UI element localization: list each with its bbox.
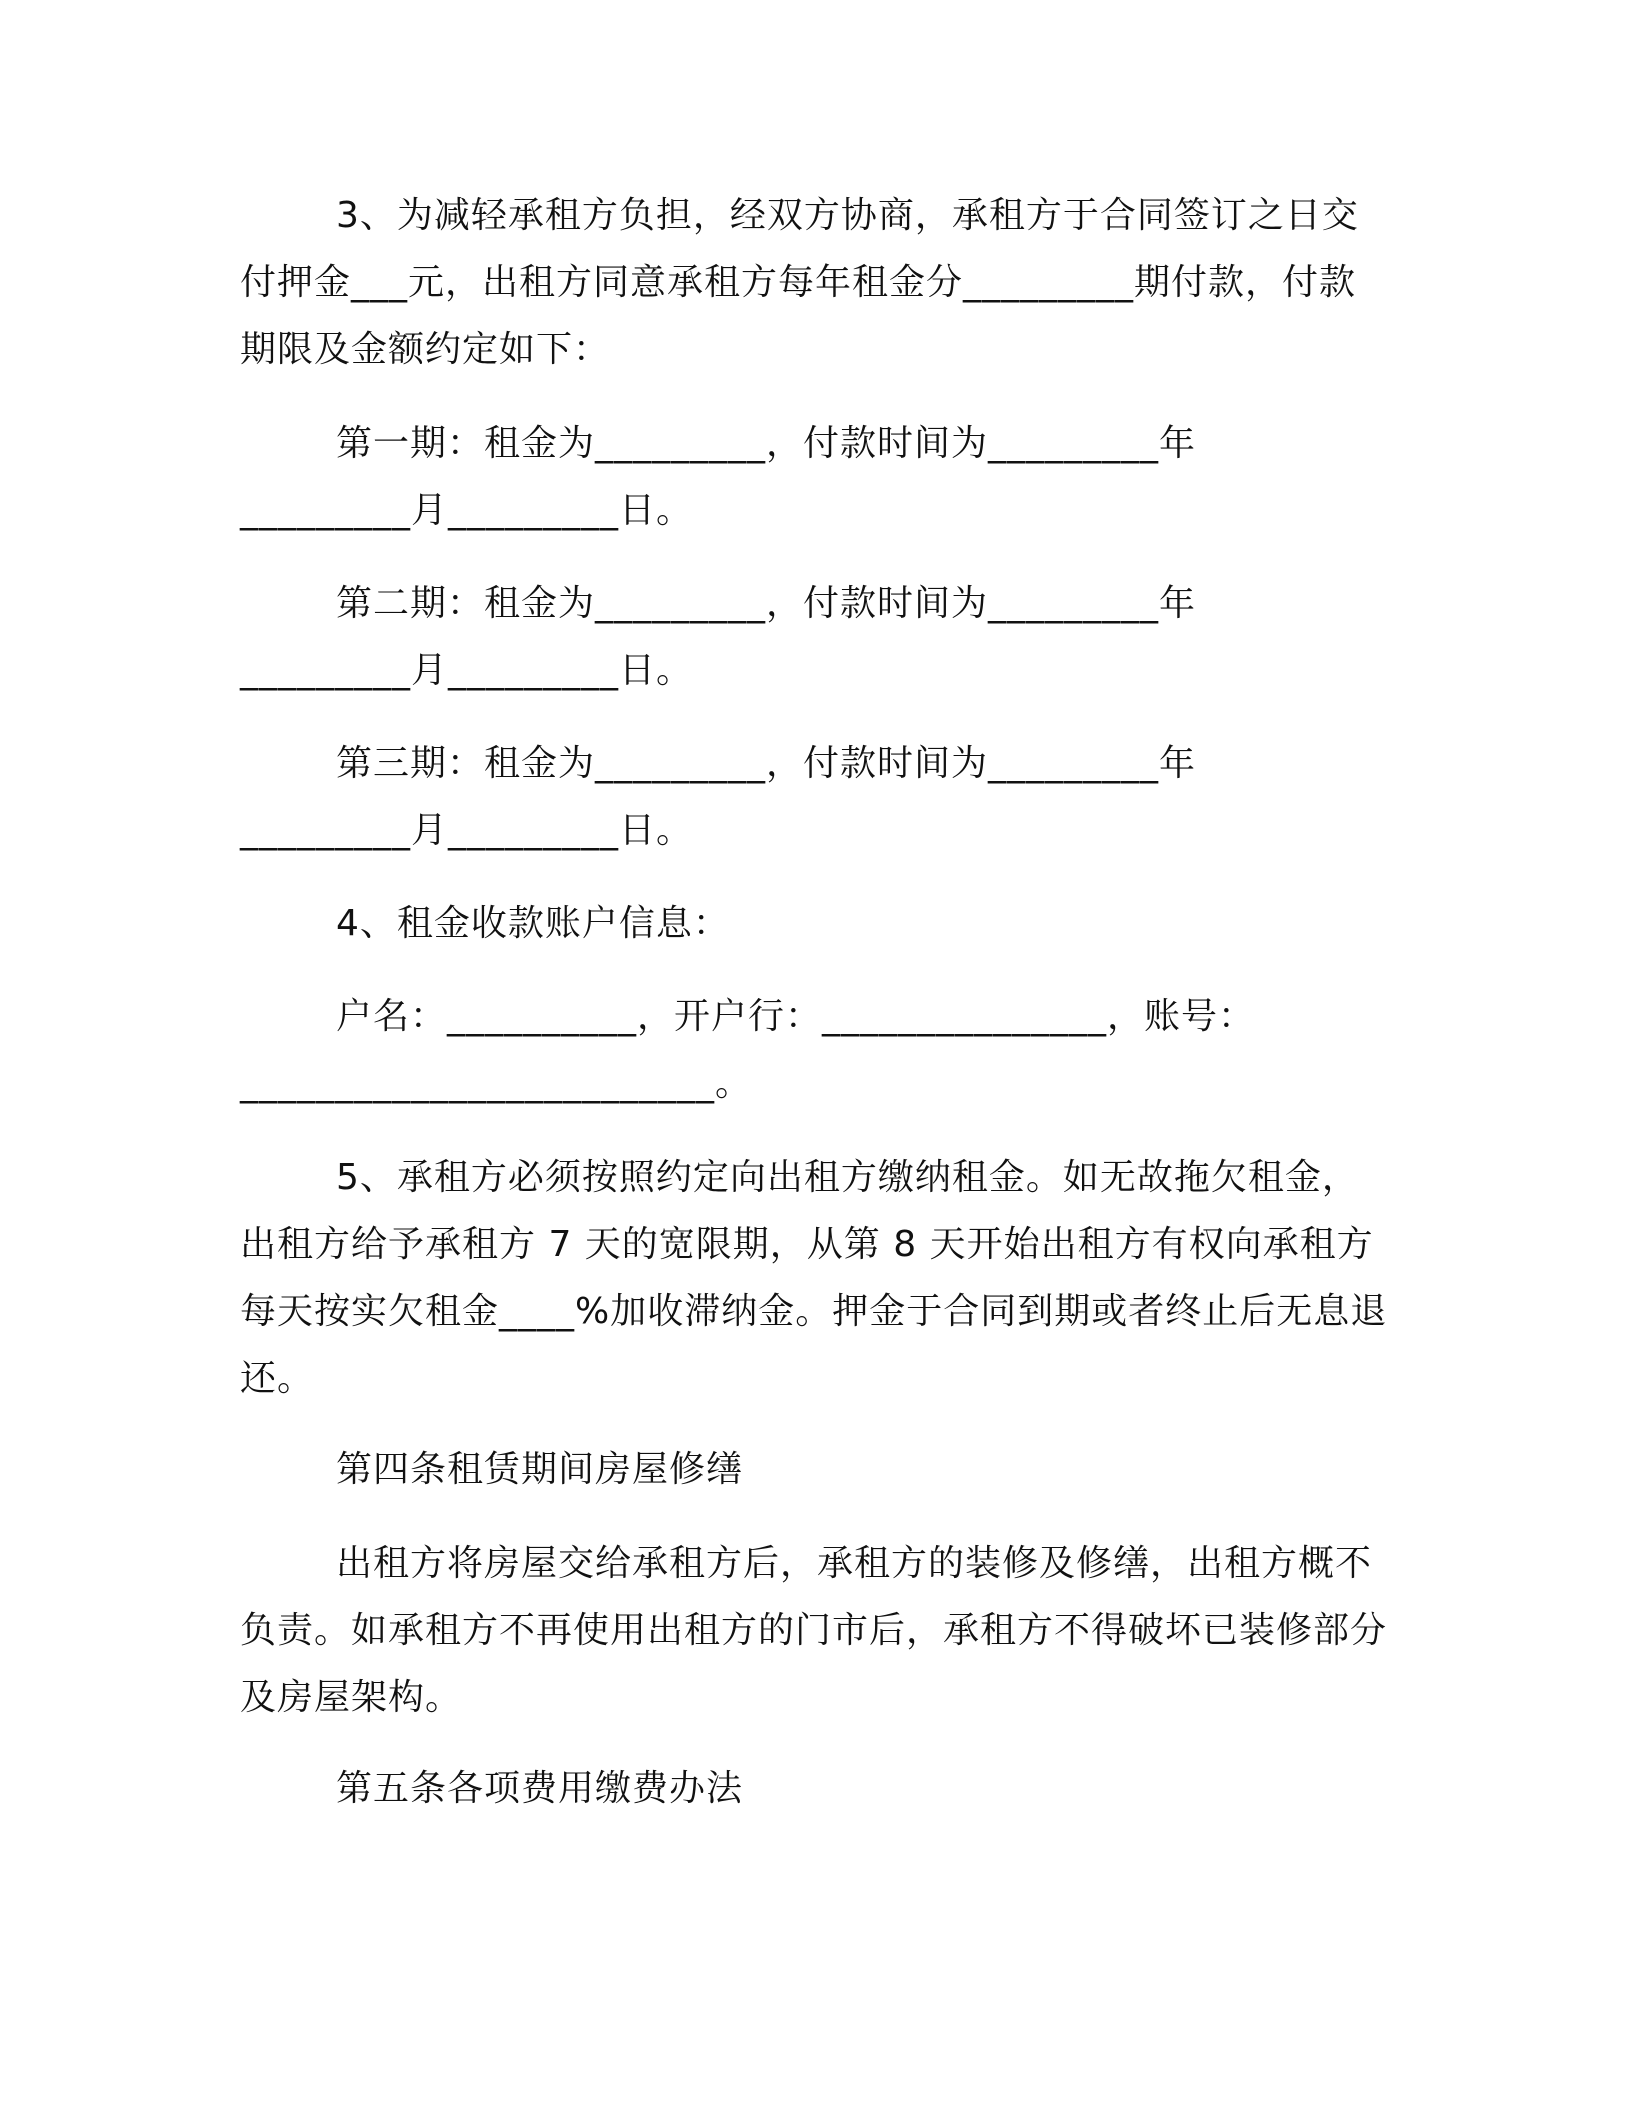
period-1-line-1: 第一期：租金为_________，付款时间为_________年 bbox=[336, 423, 1197, 464]
period-2-line-1: 第二期：租金为_________，付款时间为_________年 bbox=[336, 583, 1197, 624]
account-info-line-1: 户名：__________，开户行：_______________，账号： bbox=[336, 996, 1256, 1037]
period-2-line-2: _________月_________日。 bbox=[240, 650, 694, 691]
account-info-line-2: _________________________。 bbox=[240, 1063, 752, 1104]
clause-4-heading: 4、租金收款账户信息： bbox=[336, 903, 730, 944]
period-3-line-1: 第三期：租金为_________，付款时间为_________年 bbox=[336, 743, 1197, 784]
article-4-title: 第四条租赁期间房屋修缮 bbox=[336, 1449, 744, 1490]
clause-3-paragraph: 3、为减轻承租方负担，经双方协商，承租方于合同签订之日交付押金___元，出租方同意承租方每年租金分_________期付款，付款期限及金额约定如下： bbox=[240, 195, 1359, 370]
period-3-line-2: _________月_________日。 bbox=[240, 810, 694, 851]
article-5-title: 第五条各项费用缴费办法 bbox=[336, 1768, 744, 1809]
clause-5-paragraph: 5、承租方必须按照约定向出租方缴纳租金。如无故拖欠租金，出租方给予承租方 7 天的宽限期，从第 8 天开始出租方有权向承租方每天按实欠租金____%加收滞纳金。押金于合同到期或者终止后无息退还。 bbox=[240, 1157, 1388, 1399]
article-4-body: 出租方将房屋交给承租方后，承租方的装修及修缮，出租方概不负责。如承租方不再使用出租方的门市后，承租方不得破坏已装修部分及房屋架构。 bbox=[240, 1543, 1388, 1718]
period-1-line-2: _________月_________日。 bbox=[240, 490, 694, 531]
